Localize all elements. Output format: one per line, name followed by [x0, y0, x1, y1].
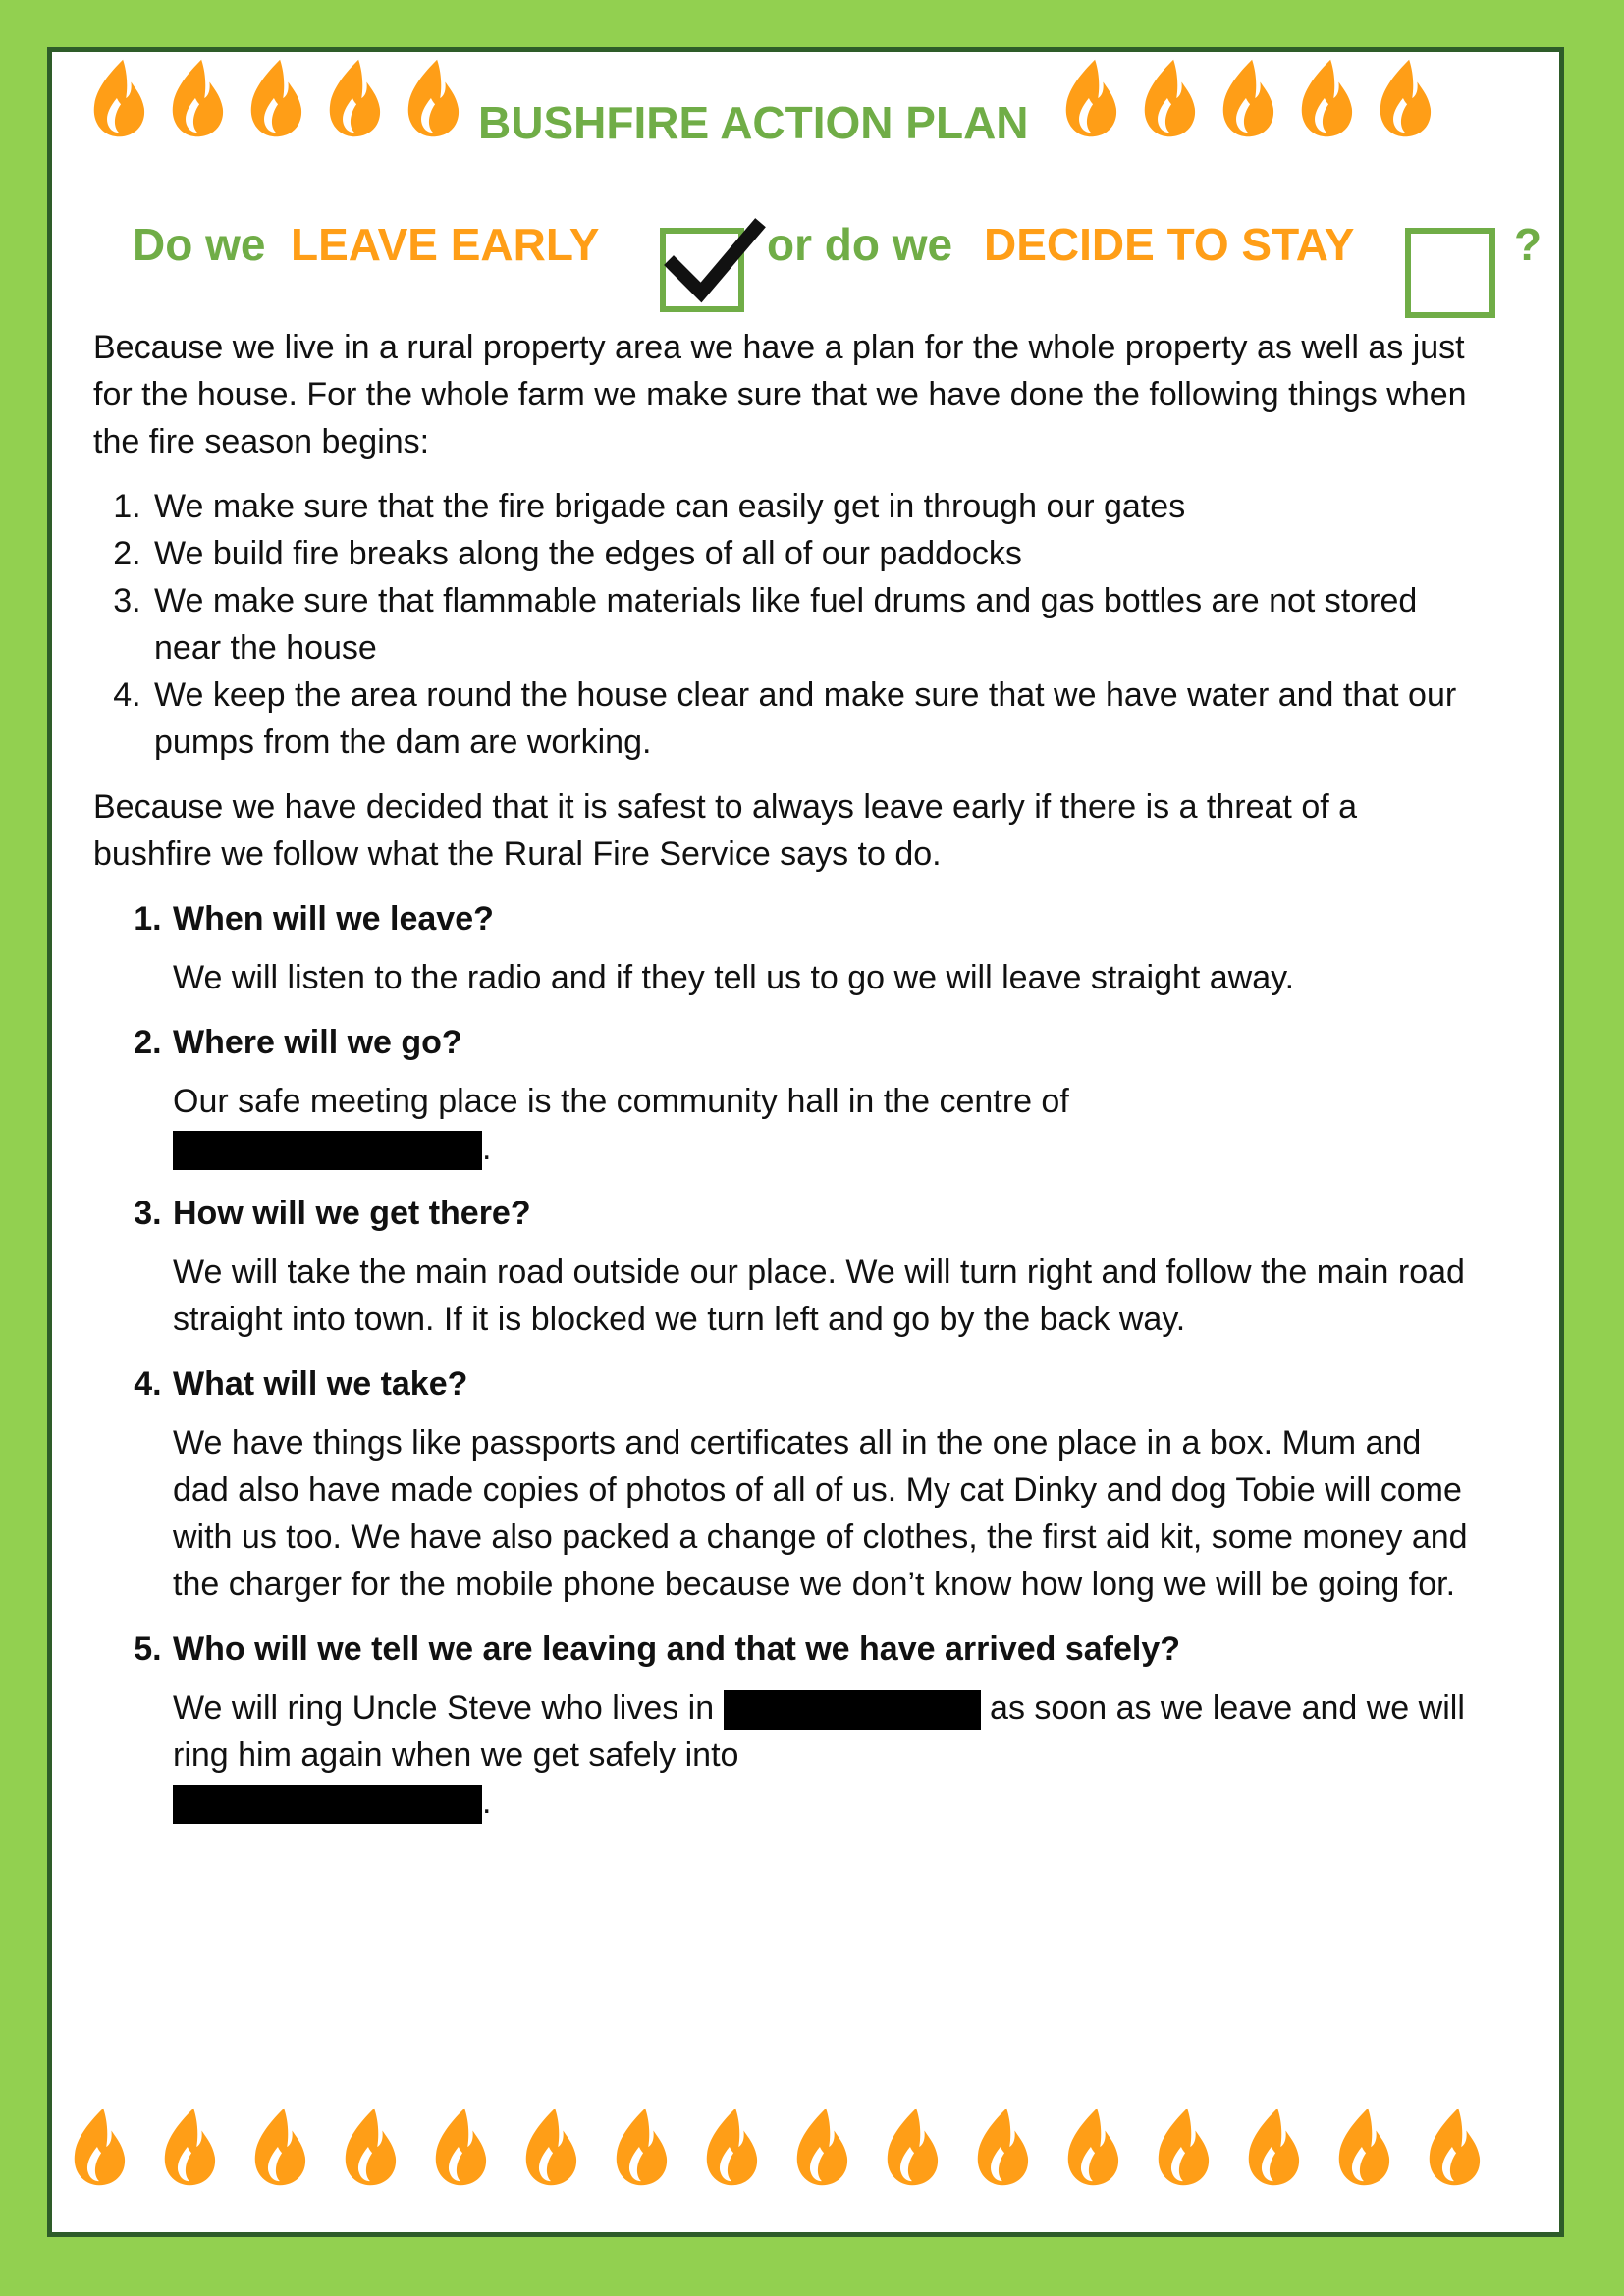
redacted-place — [724, 1690, 981, 1730]
list-item: 1. We make sure that the fire brigade can easily get in through our gates — [150, 483, 1468, 530]
decision-question — [83, 167, 1543, 294]
flame-icon — [1296, 57, 1357, 139]
step-answer: We have things like passports and certificates all in the one place in a box. Mum and dad also have made copies of photos of all of us. My cat Dinky and dog Tobie will come with us too. We have also packed a change of clothes, the first aid kit, some money and the charger for the mobile phone because we don’t know how long we will be going for. — [173, 1424, 1468, 1603]
step-item — [171, 1019, 1468, 1172]
flame-icon — [1333, 2106, 1394, 2188]
step-item — [171, 1190, 1468, 1343]
flame-icon — [520, 2106, 581, 2188]
step-item — [171, 895, 1468, 1001]
list-item: 2. We build fire breaks along the edges of all of our paddocks — [150, 530, 1468, 577]
farm-checklist — [93, 483, 1468, 766]
step-answer-text: We will ring Uncle Steve who lives in — [173, 1689, 715, 1727]
step-answer-end: . — [482, 1130, 492, 1167]
flame-icon — [701, 2106, 762, 2188]
decision-paragraph: Because we have decided that it is safest to always leave early if there is a threat of a bushfire we follow what the Rural Fire Service says to do. — [93, 788, 1358, 873]
flame-icon — [324, 57, 385, 139]
step-item — [171, 1626, 1468, 1826]
step-answer: We will take the main road outside our place. We will turn right and follow the main road straight into town. If it is blocked we turn left and go by the back way. — [173, 1254, 1465, 1338]
flame-icon — [88, 57, 149, 139]
step-question: 4. What will we take? — [173, 1365, 468, 1403]
step-item — [171, 1361, 1468, 1608]
flame-icon — [611, 2106, 672, 2188]
decide-to-stay-label: DECIDE TO STAY — [984, 219, 1355, 270]
flame-icon — [167, 57, 228, 139]
step-question: 1. When will we leave? — [173, 900, 494, 937]
top-left-flames — [88, 57, 463, 139]
flame-icon — [69, 2106, 130, 2188]
top-right-flames — [1060, 57, 1435, 139]
decide-to-stay-checkbox[interactable] — [1405, 228, 1495, 318]
question-part1: Do we — [133, 219, 266, 270]
flame-icon — [1424, 2106, 1485, 2188]
page-title: BUSHFIRE ACTION PLAN — [478, 97, 1029, 148]
list-item: 4. We keep the area round the house clear and make sure that we have water and that our pumps from the dam are working. — [150, 671, 1468, 766]
flame-icon — [1243, 2106, 1304, 2188]
step-question: 5. Who will we tell we are leaving and that we have arrived safely? — [173, 1630, 1181, 1668]
flame-icon — [403, 57, 463, 139]
flame-icon — [972, 2106, 1033, 2188]
step-answer: We will listen to the radio and if they tell us to go we will leave straight away. — [173, 959, 1295, 996]
step-answer — [173, 1078, 1468, 1172]
plan-body — [93, 324, 1468, 1843]
flame-icon — [1375, 57, 1435, 139]
flame-icon — [791, 2106, 852, 2188]
question-mark: ? — [1514, 219, 1543, 270]
bottom-flames — [69, 2106, 1485, 2188]
question-part2: or do we — [767, 219, 953, 270]
checkmark-icon — [662, 216, 770, 314]
flame-icon — [1153, 2106, 1214, 2188]
redacted-place — [173, 1131, 482, 1170]
redacted-place — [173, 1785, 482, 1824]
step-question: 3. How will we get there? — [173, 1195, 531, 1232]
step-answer-text: as soon as we leave and we will ring him again when we get safely into — [173, 1689, 1465, 1774]
flame-icon — [430, 2106, 491, 2188]
list-item: 3. We make sure that flammable materials like fuel drums and gas bottles are not stored near the house — [150, 577, 1468, 671]
evacuation-steps — [93, 895, 1468, 1826]
flame-icon — [1139, 57, 1200, 139]
intro-paragraph: Because we live in a rural property area we have a plan for the whole property as well as just for the house. For the whole farm we make sure that we have done the following things when the fire season begins: — [93, 329, 1467, 460]
flame-icon — [249, 2106, 310, 2188]
step-answer-text: Our safe meeting place is the community hall in the centre of — [173, 1083, 1069, 1120]
flame-icon — [1062, 2106, 1123, 2188]
step-answer — [173, 1684, 1468, 1826]
flame-icon — [1218, 57, 1278, 139]
flame-icon — [882, 2106, 943, 2188]
flame-icon — [1060, 57, 1121, 139]
flame-icon — [245, 57, 306, 139]
step-question: 2. Where will we go? — [173, 1024, 462, 1061]
leave-early-checkbox[interactable] — [660, 228, 744, 312]
flame-icon — [159, 2106, 220, 2188]
leave-early-label: LEAVE EARLY — [291, 219, 600, 270]
flame-icon — [340, 2106, 401, 2188]
step-answer-end: . — [482, 1784, 492, 1821]
